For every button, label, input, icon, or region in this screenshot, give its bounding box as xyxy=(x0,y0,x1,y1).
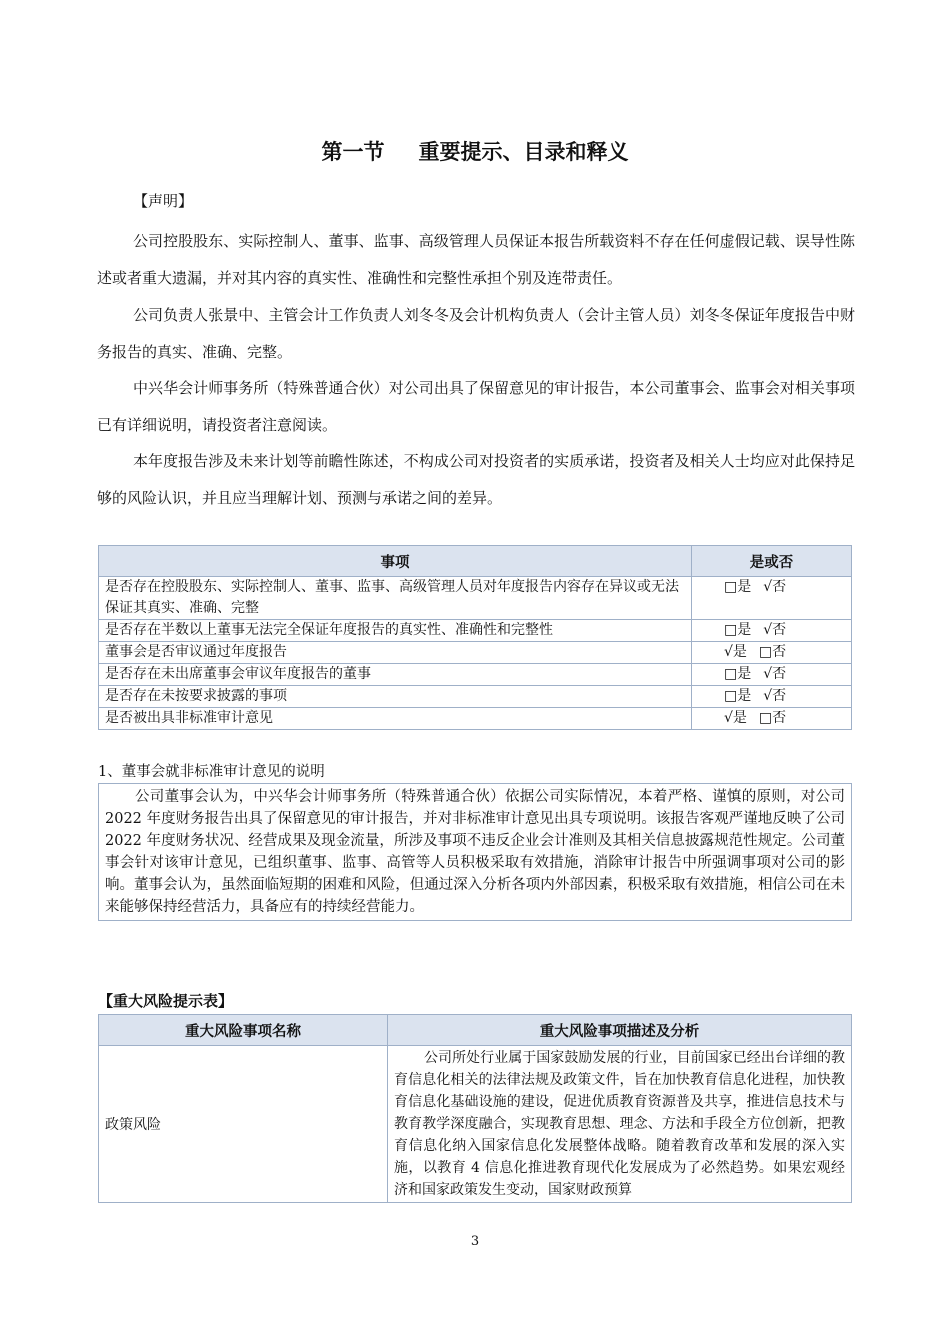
non-standard-opinion-text: 公司董事会认为，中兴华会计师事务所（特殊普通合伙）依据公司实际情况，本着严格、谨慎的原则，对公司 2022 年度财务报告出具了保留意见的审计报告，并对非标准审计意见出具专项说明。该报告客观严谨地反映了公司 2022 年度财务状况、经营成果及现金流量，所涉及事项不违反企业会计准则及其相关信息披露规范性规定。公司董事会针对该审计意见，已组织董事、监事、高管等人员积极采取有效措施，消除审计报告中所强调事项对公司的影响。董事会认为，虽然面临短期的困难和风险，但通过深入分析各项内外部因素，积极采取有效措施，相信公司在未来能够保持经营活力，具备应有的持续经营能力。 xyxy=(98,783,852,921)
matter-cell: 董事会是否审议通过年度报告 xyxy=(99,642,692,664)
matter-cell: 是否存在未按要求披露的事项 xyxy=(99,686,692,708)
table-row xyxy=(99,620,852,642)
paragraph-audit-opinion: 中兴华会计师事务所（特殊普通合伙）对公司出具了保留意见的审计报告，本公司董事会、监事会对相关事项已有详细说明，请投资者注意阅读。 xyxy=(97,379,855,434)
risk-table-title: 【重大风险提示表】 xyxy=(98,992,234,1010)
risk-name-cell: 政策风险 xyxy=(99,1046,388,1203)
header-risk-description: 重大风险事项描述及分析 xyxy=(388,1015,852,1046)
answer-cell xyxy=(692,642,852,664)
answer-cell xyxy=(692,708,852,730)
page-number: 3 xyxy=(470,1234,480,1249)
table-row xyxy=(99,664,852,686)
declaration-label: 【声明】 xyxy=(133,192,194,210)
table-row xyxy=(99,642,852,664)
yes-checkbox: □是 xyxy=(724,666,752,682)
risk-table-header xyxy=(99,1015,852,1046)
yes-checkbox: □是 xyxy=(724,579,752,595)
risk-description-cell: 公司所处行业属于国家鼓励发展的行业，目前国家已经出台详细的教育信息化相关的法律法规及政策文件，旨在加快教育信息化进程，加快教育信息化基础设施的建设，促进优质教育资源普及共享，推进信息技术与教育教学深度融合，实现教育思想、理念、方法和手段全方位创新，把教育信息化纳入国家信息化发展整体战略。随着教育改革和发展的深入实施，以教育 4 信息化推进教育现代化发展成为了必然趋势。如果宏观经济和国家政策发生变动，国家财政预算 xyxy=(388,1046,852,1203)
table-row xyxy=(99,686,852,708)
no-checkbox: √否 xyxy=(763,579,787,595)
table-row xyxy=(99,708,852,730)
paragraph-financial-assurance: 公司负责人张景中、主管会计工作负责人刘冬冬及会计机构负责人（会计主管人员）刘冬冬保证年度报告中财务报告的真实、准确、完整。 xyxy=(97,306,855,361)
section-title: 重要提示、目录和释义 xyxy=(418,140,629,164)
matter-cell: 是否存在控股股东、实际控制人、董事、监事、高级管理人员对年度报告内容存在异议或无法保证其真实、准确、完整 xyxy=(99,577,692,620)
yes-checkbox: □是 xyxy=(724,688,752,704)
matters-table xyxy=(98,545,852,730)
yes-checkbox: □是 xyxy=(724,622,752,638)
risk-table xyxy=(98,1014,852,1203)
non-standard-opinion-title: 1、董事会就非标准审计意见的说明 xyxy=(98,764,325,780)
table-row xyxy=(99,577,852,620)
no-checkbox: √否 xyxy=(763,622,787,638)
paragraph-forward-looking: 本年度报告涉及未来计划等前瞻性陈述，不构成公司对投资者的实质承诺，投资者及相关人士均应对此保持足够的风险认识，并且应当理解计划、预测与承诺之间的差异。 xyxy=(97,452,855,507)
no-checkbox: √否 xyxy=(763,666,787,682)
matter-cell: 是否存在半数以上董事无法完全保证年度报告的真实性、准确性和完整性 xyxy=(99,620,692,642)
header-matter: 事项 xyxy=(99,546,692,577)
paragraph-responsibility: 公司控股股东、实际控制人、董事、监事、高级管理人员保证本报告所载资料不存在任何虚假记载、误导性陈述或者重大遗漏，并对其内容的真实性、准确性和完整性承担个别及连带责任。 xyxy=(97,232,855,287)
header-yes-no: 是或否 xyxy=(692,546,852,577)
answer-cell xyxy=(692,577,852,620)
answer-cell xyxy=(692,620,852,642)
answer-cell xyxy=(692,686,852,708)
table-row xyxy=(99,1046,852,1203)
matters-table-header xyxy=(99,546,852,577)
matter-cell: 是否存在未出席董事会审议年度报告的董事 xyxy=(99,664,692,686)
yes-checkbox: √是 xyxy=(724,644,747,660)
no-checkbox: √否 xyxy=(763,688,787,704)
no-checkbox: □否 xyxy=(758,710,787,726)
answer-cell xyxy=(692,664,852,686)
yes-checkbox: √是 xyxy=(724,710,747,726)
matter-cell: 是否被出具非标准审计意见 xyxy=(99,708,692,730)
no-checkbox: □否 xyxy=(758,644,787,660)
header-risk-name: 重大风险事项名称 xyxy=(99,1015,388,1046)
section-heading xyxy=(0,136,950,166)
section-number: 第一节 xyxy=(321,140,385,164)
